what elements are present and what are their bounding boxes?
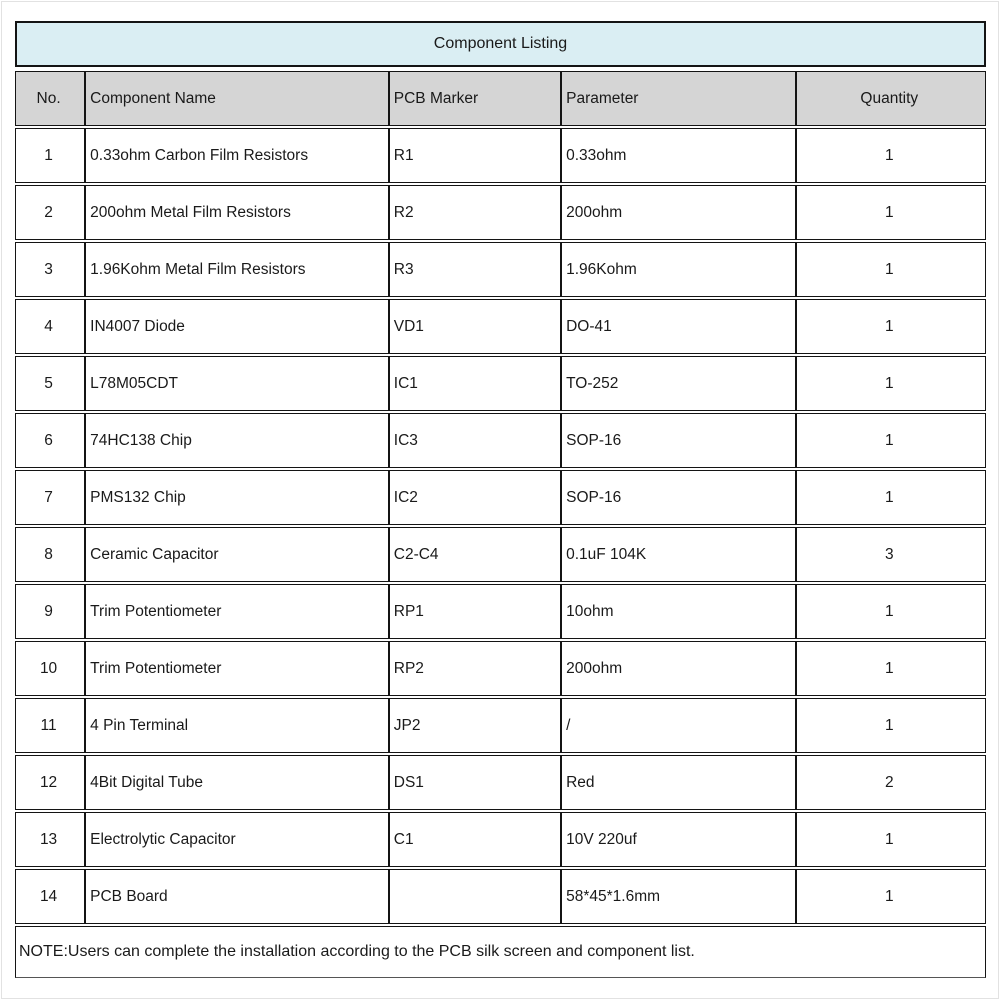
table-row [15, 185, 986, 240]
cell-no: 5 [15, 356, 85, 411]
cell-no: 12 [15, 755, 85, 810]
cell-marker: DS1 [389, 755, 561, 810]
table-row [15, 299, 986, 354]
cell-parameter: 10V 220uf [561, 812, 795, 867]
cell-quantity: 1 [796, 185, 986, 240]
cell-quantity: 1 [796, 413, 986, 468]
cell-parameter: DO-41 [561, 299, 795, 354]
cell-marker: C1 [389, 812, 561, 867]
table-row [15, 641, 986, 696]
cell-name: L78M05CDT [85, 356, 389, 411]
cell-marker: RP1 [389, 584, 561, 639]
cell-name: PCB Board [85, 869, 389, 924]
cell-quantity: 2 [796, 755, 986, 810]
cell-no: 4 [15, 299, 85, 354]
table-row [15, 698, 986, 753]
cell-marker: IC1 [389, 356, 561, 411]
table-row [15, 584, 986, 639]
header-row [15, 71, 986, 126]
cell-parameter: 1.96Kohm [561, 242, 795, 297]
cell-marker: JP2 [389, 698, 561, 753]
cell-no: 9 [15, 584, 85, 639]
cell-name: 200ohm Metal Film Resistors [85, 185, 389, 240]
cell-name: 74HC138 Chip [85, 413, 389, 468]
cell-parameter: 0.33ohm [561, 128, 795, 183]
note-text: NOTE:Users can complete the installation according to the PCB silk screen and component list. [19, 943, 695, 960]
cell-quantity: 1 [796, 356, 986, 411]
cell-parameter: 58*45*1.6mm [561, 869, 795, 924]
table-row [15, 470, 986, 525]
header-quantity: Quantity [796, 71, 986, 126]
cell-name: Trim Potentiometer [85, 584, 389, 639]
cell-name: 4Bit Digital Tube [85, 755, 389, 810]
cell-parameter: 0.1uF 104K [561, 527, 795, 582]
cell-no: 10 [15, 641, 85, 696]
table-title-bar [15, 21, 986, 67]
table-row [15, 812, 986, 867]
table-row [15, 869, 986, 924]
cell-quantity: 1 [796, 641, 986, 696]
cell-parameter: SOP-16 [561, 470, 795, 525]
cell-marker: R2 [389, 185, 561, 240]
table-title: Component Listing [433, 35, 568, 52]
component-listing-sheet [15, 21, 986, 978]
table-row [15, 128, 986, 183]
cell-no: 8 [15, 527, 85, 582]
cell-quantity: 3 [796, 527, 986, 582]
cell-parameter: / [561, 698, 795, 753]
note-bar [15, 926, 986, 978]
cell-marker: C2-C4 [389, 527, 561, 582]
cell-quantity: 1 [796, 128, 986, 183]
cell-marker: VD1 [389, 299, 561, 354]
cell-name: 4 Pin Terminal [85, 698, 389, 753]
cell-name: 0.33ohm Carbon Film Resistors [85, 128, 389, 183]
header-name: Component Name [85, 71, 389, 126]
cell-name: Electrolytic Capacitor [85, 812, 389, 867]
cell-quantity: 1 [796, 812, 986, 867]
cell-marker: R1 [389, 128, 561, 183]
table-row [15, 242, 986, 297]
cell-marker: IC3 [389, 413, 561, 468]
cell-no: 7 [15, 470, 85, 525]
cell-marker [389, 869, 561, 924]
table-row [15, 356, 986, 411]
cell-no: 3 [15, 242, 85, 297]
cell-no: 6 [15, 413, 85, 468]
cell-quantity: 1 [796, 869, 986, 924]
cell-parameter: 200ohm [561, 641, 795, 696]
cell-no: 14 [15, 869, 85, 924]
table-body [15, 128, 986, 924]
cell-name: IN4007 Diode [85, 299, 389, 354]
cell-no: 11 [15, 698, 85, 753]
cell-marker: IC2 [389, 470, 561, 525]
cell-parameter: SOP-16 [561, 413, 795, 468]
header-marker: PCB Marker [389, 71, 561, 126]
cell-parameter: TO-252 [561, 356, 795, 411]
cell-quantity: 1 [796, 698, 986, 753]
cell-quantity: 1 [796, 584, 986, 639]
cell-parameter: Red [561, 755, 795, 810]
cell-marker: R3 [389, 242, 561, 297]
cell-name: 1.96Kohm Metal Film Resistors [85, 242, 389, 297]
cell-name: Trim Potentiometer [85, 641, 389, 696]
cell-parameter: 200ohm [561, 185, 795, 240]
table-row [15, 755, 986, 810]
cell-no: 1 [15, 128, 85, 183]
header-no: No. [15, 71, 85, 126]
cell-no: 13 [15, 812, 85, 867]
table-row [15, 527, 986, 582]
cell-no: 2 [15, 185, 85, 240]
component-table [15, 69, 986, 926]
cell-quantity: 1 [796, 470, 986, 525]
cell-quantity: 1 [796, 242, 986, 297]
header-parameter: Parameter [561, 71, 795, 126]
cell-parameter: 10ohm [561, 584, 795, 639]
cell-name: Ceramic Capacitor [85, 527, 389, 582]
table-row [15, 413, 986, 468]
cell-name: PMS132 Chip [85, 470, 389, 525]
cell-marker: RP2 [389, 641, 561, 696]
cell-quantity: 1 [796, 299, 986, 354]
